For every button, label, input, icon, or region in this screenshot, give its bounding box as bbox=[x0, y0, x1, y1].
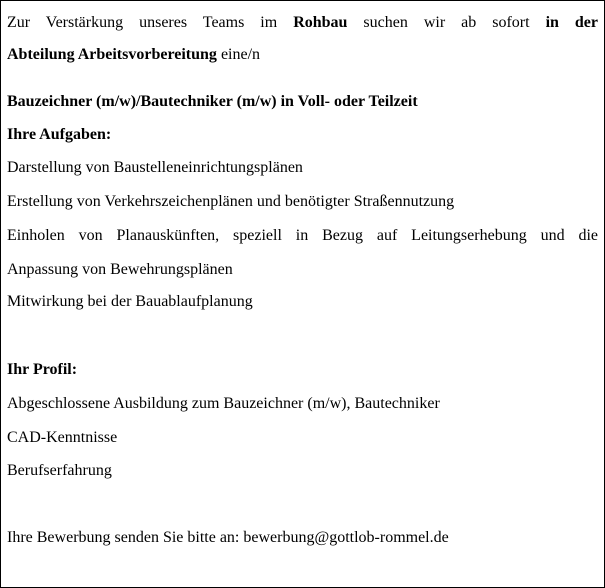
department-rohbau: Rohbau bbox=[293, 14, 348, 31]
profile-item: CAD-Kenntnisse bbox=[7, 429, 118, 446]
task-item: Anpassung von Bewehrungsplänen bbox=[7, 261, 233, 278]
contact-text: Ihre Bewerbung senden Sie bitte an: bbox=[7, 529, 244, 546]
task-item: Einholen von Planauskünften, speziell in Bezug auf Leitungserhebung und die bbox=[7, 227, 598, 244]
profile-item: Berufserfahrung bbox=[7, 462, 112, 479]
profile-heading: Ihr Profil: bbox=[7, 361, 78, 378]
task-item: Darstellung von Baustelleneinrichtungsplänen bbox=[7, 159, 303, 176]
task-item: Mitwirkung bei der Bauablaufplanung bbox=[7, 293, 253, 310]
job-title: Bauzeichner (m/w)/Bautechniker (m/w) in Voll- oder Teilzeit bbox=[7, 93, 418, 110]
intro-text-middle: suchen wir ab sofort bbox=[347, 14, 546, 31]
intro-line-2 bbox=[7, 39, 598, 71]
profile-item: Abgeschlossene Ausbildung zum Bauzeichner (m/w), Bautechniker bbox=[7, 395, 440, 412]
contact-line bbox=[7, 529, 598, 547]
intro-text-start: Zur Verstärkung unseres Teams im bbox=[7, 14, 294, 31]
intro-in-der: in der bbox=[545, 14, 598, 31]
intro-line-1 bbox=[7, 7, 598, 39]
intro-text-end: eine/n bbox=[216, 46, 261, 63]
contact-email: bewerbung@gottlob-rommel.de bbox=[243, 529, 449, 546]
tasks-heading: Ihre Aufgaben: bbox=[7, 126, 112, 143]
intro-paragraph bbox=[7, 7, 598, 71]
task-item: Erstellung von Verkehrszeichenplänen und benötigter Straßennutzung bbox=[7, 193, 455, 210]
department-name: Abteilung Arbeitsvorbereitung bbox=[7, 46, 217, 63]
